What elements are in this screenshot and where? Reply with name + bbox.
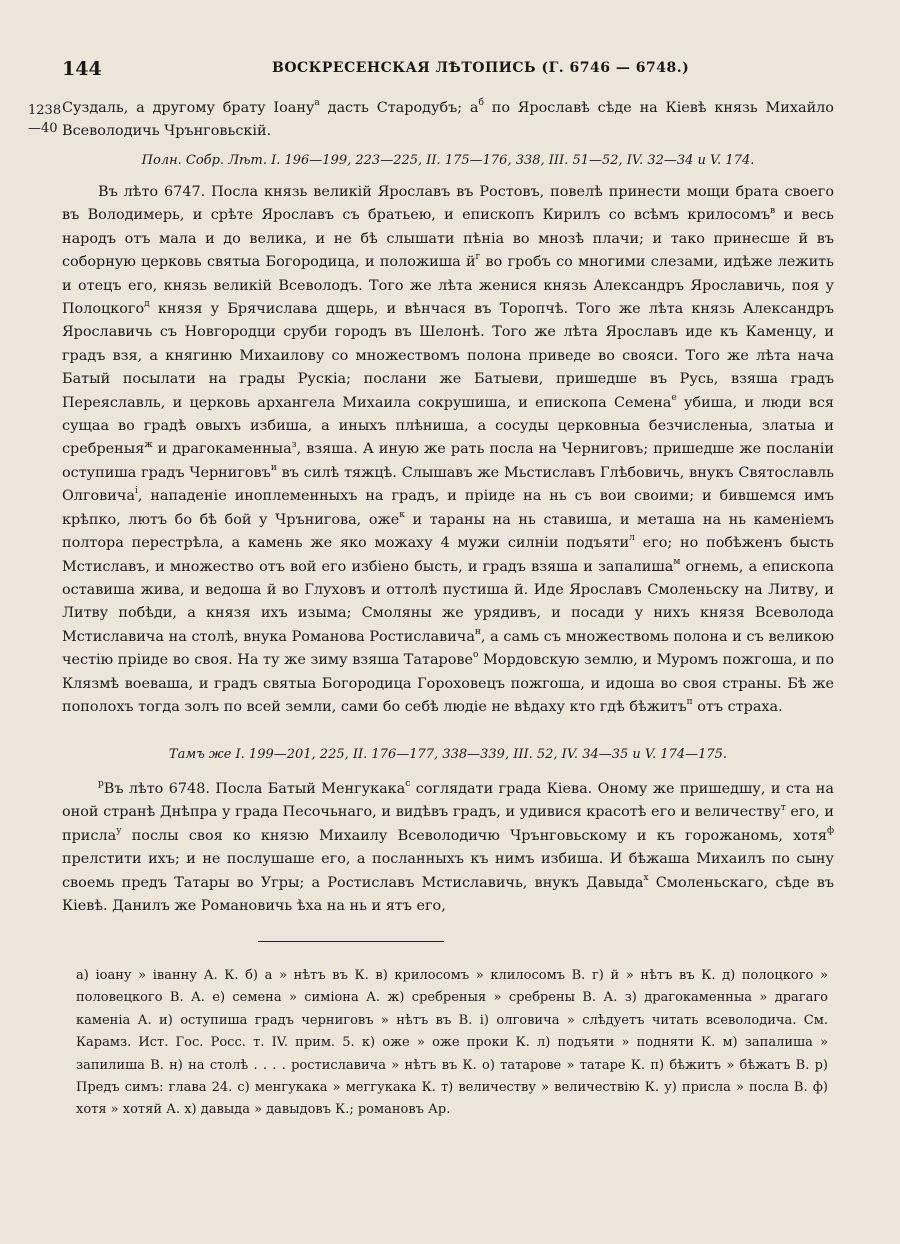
running-head: [62, 58, 832, 84]
intro-text: Суздаль, а другому брату Іоану$^а$ дасть Стародубъ; $а^б$ по Ярославѣ сѣде на Кіевѣ князь Михайло Всеволодичь Чрънговьскій.: [62, 98, 834, 140]
footnote-divider: [258, 941, 444, 942]
footnote-variants: а) іоану » іванну А. К. б) а » нѣтъ въ К. в) крилосомъ » клилосомъ В. г) й » нѣтъ въ К. д) полоцкого » половецкого В. А. е) семена » симіона А. ж) сребреныя » сребрены В. А. з) драгокаменныа » драгаго каменіа А. и) оступиша градъ черниговъ » нѣтъ въ В. і) олговича » слѣдуетъ читать всеволодича. См. Карамз. Ист. Гос. Росс. т. IV. прим. 5. к) оже » оже проки К. л) подъяти » подняти К. м) запалиша » запилиша В. н) на столѣ . . . . ростиславича » нѣтъ въ К. о) татарове » татаре К. п) бѣжитъ » бѣжатъ В. р) Предъ симъ: глава 24. с) менгукака » меггукака К. т) величеству » величествію К. у) присла » посла В. ф) хотя » хотяй А. х) давыда » давыдовъ К.; романовъ Ар.: [76, 968, 828, 1118]
footnotes: [76, 965, 828, 1122]
margin-year-top: 1238: [28, 103, 62, 118]
entry-6748: $^р$Въ лѣто 6748. Посла Батый Менгукака$^с$ соглядати града Кіева. Оному же пришедшу, и ста на оной странѣ Днѣпра у града Песочьнаго, и видѣвъ градъ, и удивися красотѣ его и величеству$^т$ его, и присла$^у$ послы своя ко князю Михаилу Всеволодичю Чрънговьскому и къ горожаномь, хотя$^ф$ прелстити ихъ; и не послушаше его, а посланныхъ къ нимъ избиша. И бѣжаша Михаилъ по сыну своемь предъ Татары во Угры; а Ростиславъ Мстиславичь, внукъ Давыда$^х$ Смоленьскаго, сѣде въ Кіевѣ. Данилъ же Романовичь ѣха на нь и ятъ его,: [62, 779, 834, 915]
entry-6747: Въ лѣто 6747. Посла князь великій Ярославъ въ Ростовъ, повелѣ принести мощи брата своего въ Володимерь, и срѣте Ярославъ съ братьею, и епископъ Кирилъ со всѣмъ крилосомъ$^в$ и весь народъ отъ мала и до велика, и не бѣ слышати пѣніа во мнозѣ плачи; и тако принесше й въ соборную церковь святыа Богородица, и положиша $й^г$ во гробъ со многими слезами, идѣже лежить и отецъ его, князь великій Всеволодъ. Того же лѣта женися князь Александръ Ярославичь, поя у Полоцкого$^д$ князя у Брячислава дщерь, и вѣнчася въ Торопчѣ. Того же лѣта князь Александръ Ярославичь съ Новгородци сруби городъ въ Шелонѣ. Того же лѣта Ярославъ иде къ Каменцу, и градъ взя, а княгиню Михаилову со множествомъ полона приведе во свояси. Того же лѣта нача Батый посылати на грады Рускіа; послани же Батыеви, пришедше въ Русь, взяша градъ Переяславль, и церковь архангела Михаила сокрушиша, и епископа Семена$^е$ убиша, и люди вся сущаа во градѣ овыхъ избиша, а иныхъ плѣниша, а сосуды церковныа безчисленыа, златыа и сребреныя$^ж$ и драгокаменныа$^з$, взяша. А иную же рать посла на Черниговъ; пришедше же посланіи оступиша градъ Черниговъ$^и$ въ силѣ тяжцѣ. Слышавъ же Мьстиславъ Глѣбовичь, внукъ Святославль Олговича$^і$, нападеніе иноплеменныхъ на градъ, и пріиде на нь съ вои своими; и бившемся имъ крѣпко, лютъ бо бѣ бой у Чрънигова, оже$^к$ и тараны на нь ставиша, и меташа на нь каменіемъ полтора перестрѣла, а камень же яко можаху 4 мужи силніи подъяти$^л$ его; но побѣженъ бысть Мстиславъ, и множество отъ вой его избіено бысть, и градъ взяша и запалиша$^м$ огнемь, а епископа оставиша жива, и ведоша й во Глуховъ и оттолѣ пустиша й. Иде Ярославъ Смоленьску на Литву, и Литву побѣди, а князя ихъ изыма; Смоляны же урядивъ, и посади у нихъ князя Всеволода Мстиславича на столѣ, внука Романова Ростиславича$^н$, а самь съ множествомь полона и съ великою честію пріиде во своя. На ту же зиму взяша Татарове$^о$ Мордовскую землю, и Муромъ пожгоша, и по Клязмѣ воеваша, и градъ святыа Богородица Гороховецъ пожгоша, и идоша во своя страны. Бѣ же пополохъ тогда золъ по всей земли, сами бо себѣ людіе не вѣдаху кто гдѣ бѣжитъ$^п$ отъ страха.: [62, 184, 834, 715]
source-reference-1: Полн. Собр. Лѣт. I. 196—199, 223—225, II. 175—176, 338, III. 51—52, IV. 32—34 и V. 174.: [141, 153, 755, 168]
running-title: ВОСКРЕСЕНСКАЯ ЛѢТОПИСЬ (Г. 6746 — 6748.): [272, 60, 690, 76]
page-number: 144: [62, 58, 102, 80]
source-reference-2: Тамъ же I. 199—201, 225, II. 176—177, 338—339, III. 52, IV. 34—35 и V. 174—175.: [168, 747, 728, 762]
margin-year-bottom: —40: [28, 121, 58, 136]
